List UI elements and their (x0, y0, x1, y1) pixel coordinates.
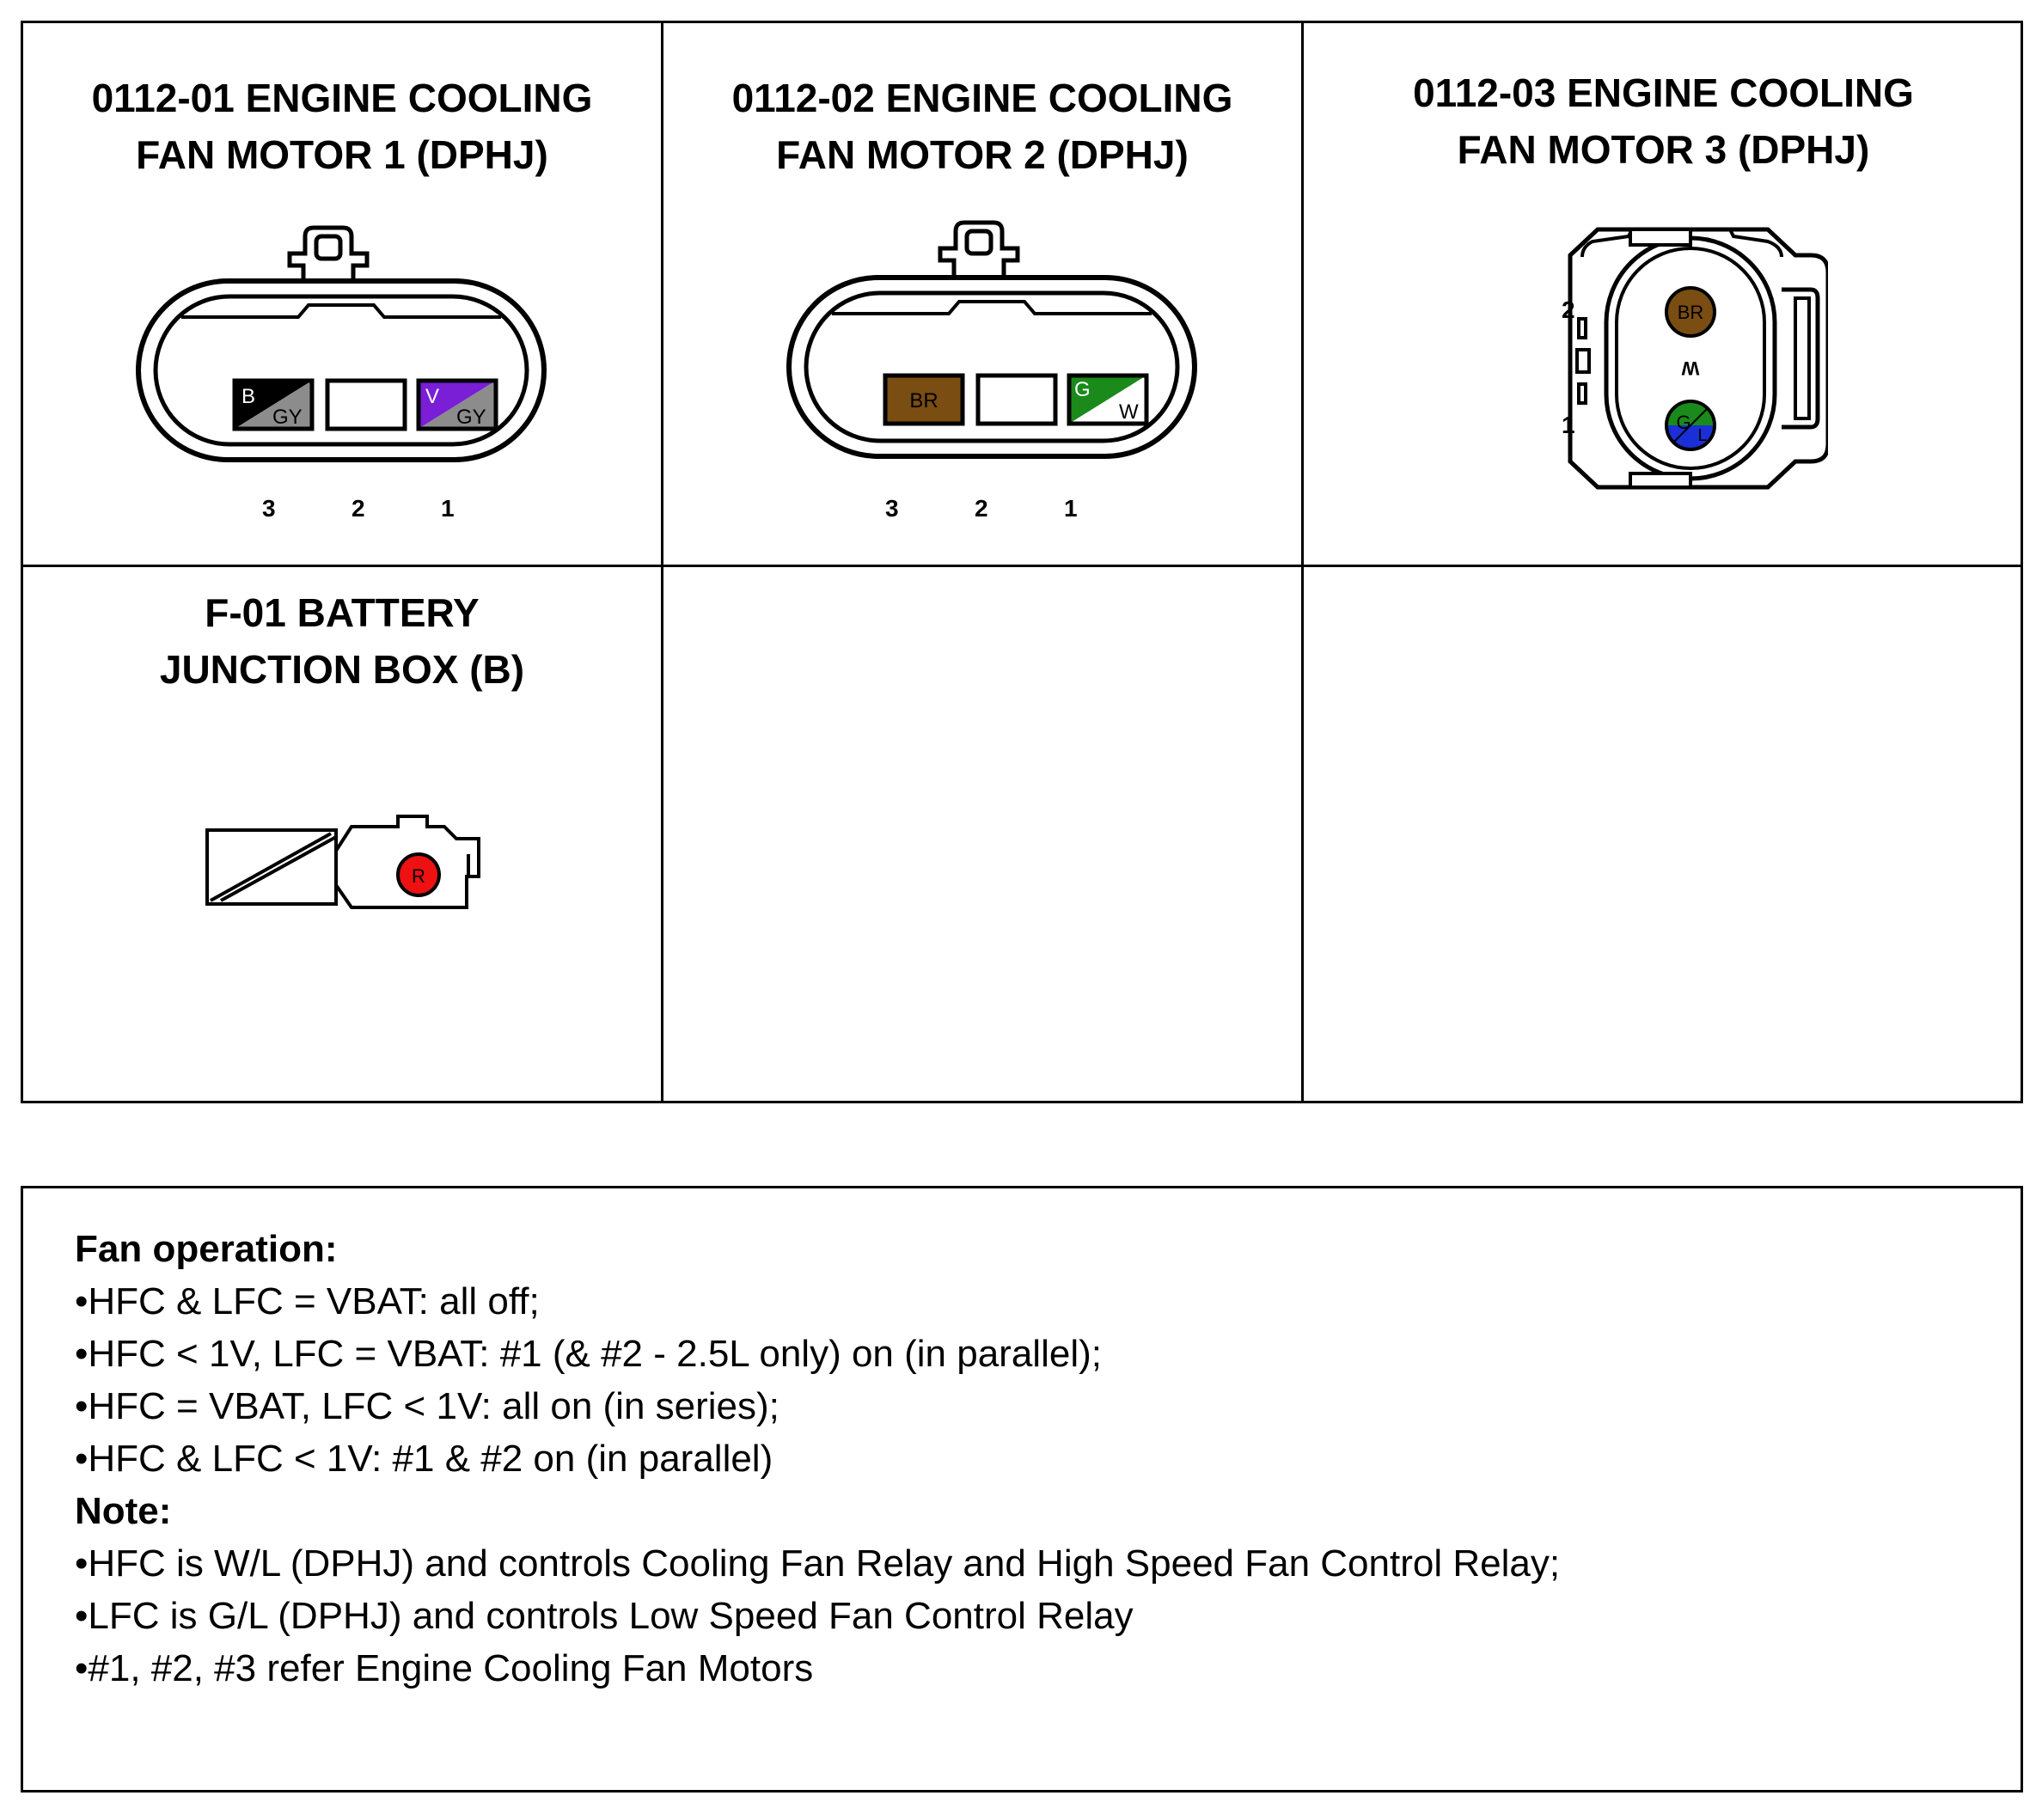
pin-number-3: 3 (885, 495, 899, 522)
pin-number-2: 2 (352, 495, 365, 522)
empty-cell-1 (663, 567, 1301, 1106)
pin-1-wire-bottom: GY (456, 406, 486, 429)
pin-2 (327, 381, 405, 429)
pin-number-3: 3 (262, 495, 276, 522)
note-line: •HFC is W/L (DPHJ) and controls Cooling Fan Relay and High Speed Fan Control Relay; (75, 1542, 1561, 1585)
connector-cell-0112-01 (23, 23, 661, 565)
connector-cell-F-01 (23, 567, 661, 1106)
pin-3-wire-top: BR (909, 389, 938, 412)
title-line-1: F-01 BATTERY (205, 590, 480, 635)
pin-number-1: 1 (441, 495, 455, 522)
pin-number-1: 1 (1064, 495, 1078, 522)
connector-cell-0112-03 (1304, 23, 2023, 565)
center-housing-label: W (1681, 357, 1700, 379)
pin-2-wire-top: BR (1677, 302, 1704, 323)
pin-r-wire-top: R (412, 865, 425, 887)
title-line-2: FAN MOTOR 1 (DPHJ) (136, 132, 548, 177)
connector-title (1304, 64, 2023, 178)
connector-diagram-0112-01 (126, 212, 556, 539)
title-line-1: 0112-03 ENGINE COOLING (1413, 70, 1914, 115)
connector-diagram-F-01 (195, 782, 522, 919)
connector-diagram-0112-03 (1553, 212, 1828, 513)
note-line: •#1, #2, #3 refer Engine Cooling Fan Motors (75, 1647, 814, 1689)
pin-1-wire-top: G (1074, 378, 1091, 401)
connector-title (23, 584, 661, 698)
pin-1 (1666, 401, 1715, 449)
pin-2 (1666, 288, 1715, 336)
pin-number-2: 2 (975, 495, 988, 522)
empty-cell-2 (1304, 567, 2023, 1106)
pin-1-wire-bottom: L (1697, 426, 1708, 445)
pin-1-wire-bottom: W (1119, 400, 1139, 424)
title-line-1: 0112-02 ENGINE COOLING (731, 76, 1233, 120)
pin-1-wire-top: V (425, 385, 440, 408)
title-line-2: FAN MOTOR 2 (DPHJ) (776, 132, 1189, 177)
pin-3 (235, 381, 312, 429)
connector-title (23, 70, 661, 183)
connector-diagram-0112-02 (777, 212, 1207, 539)
pin-r (398, 854, 439, 895)
notes-box (21, 1186, 2023, 1793)
fan-operation-line: •HFC & LFC = VBAT: all off; (75, 1280, 540, 1322)
connector-title (663, 70, 1301, 183)
pin-number-2: 2 (1562, 296, 1575, 323)
title-line-1: 0112-01 ENGINE COOLING (91, 76, 593, 120)
note-line: •LFC is G/L (DPHJ) and controls Low Speed Fan Control Relay (75, 1595, 1134, 1637)
title-line-2: FAN MOTOR 3 (DPHJ) (1457, 127, 1870, 172)
pin-1-wire-top: G (1676, 412, 1691, 433)
connector-cell-0112-02 (663, 23, 1301, 565)
pin-3-wire-top: B (241, 385, 256, 408)
pin-1 (419, 381, 496, 429)
pin-3 (885, 376, 963, 424)
pin-3-wire-bottom: GY (272, 406, 303, 429)
title-line-2: JUNCTION BOX (B) (159, 647, 525, 692)
pin-2 (978, 376, 1055, 424)
pin-number-1: 1 (1562, 412, 1575, 438)
pin-1 (1069, 376, 1146, 424)
fan-operation-heading: Fan operation: (75, 1228, 338, 1270)
fan-operation-line: •HFC < 1V, LFC = VBAT: #1 (& #2 - 2.5L only) on (in parallel); (75, 1333, 1102, 1375)
fan-operation-line: •HFC = VBAT, LFC < 1V: all on (in series); (75, 1385, 780, 1427)
note-heading: Note: (75, 1490, 172, 1532)
connector-grid (21, 21, 2023, 1103)
fan-operation-line: •HFC & LFC < 1V: #1 & #2 on (in parallel) (75, 1438, 773, 1480)
